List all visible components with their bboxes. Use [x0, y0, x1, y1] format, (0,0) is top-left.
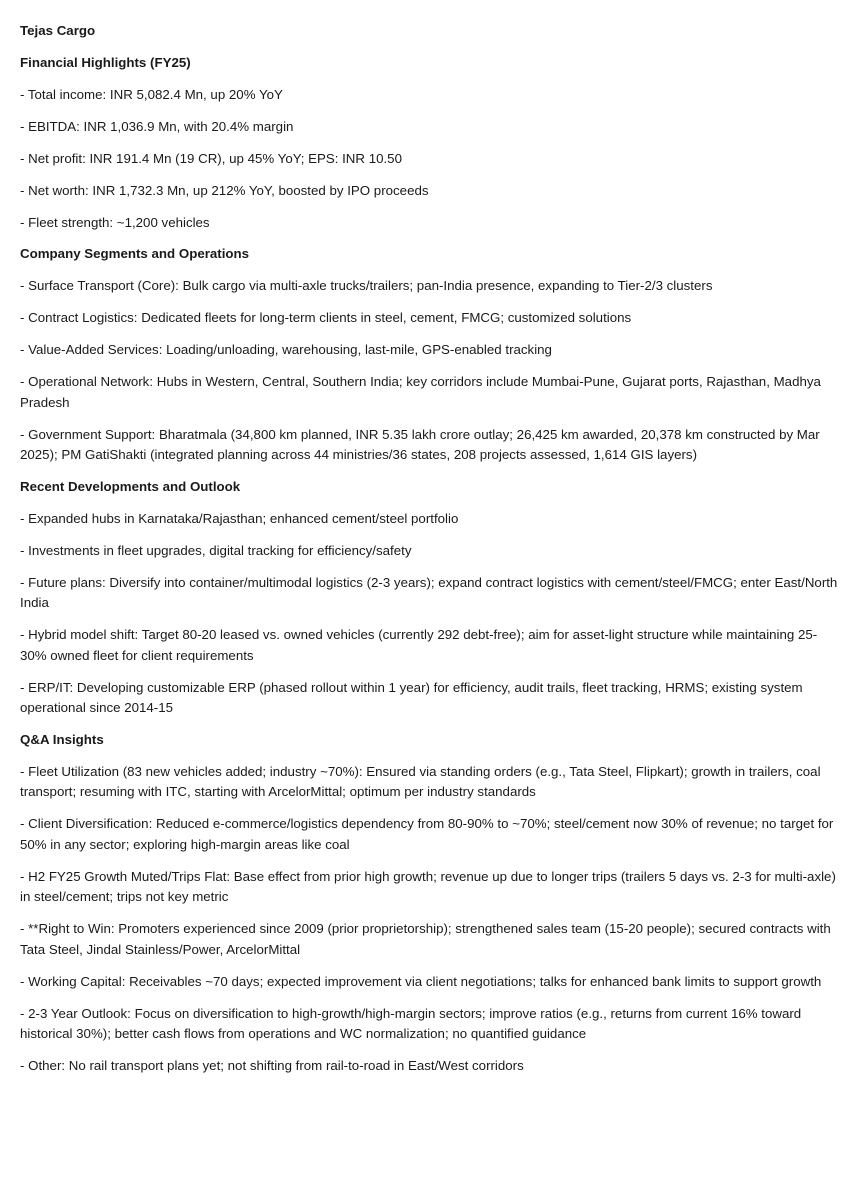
list-item: - Operational Network: Hubs in Western, Central, Southern India; key corridors include Mumbai-Pune, Gujarat ports, Rajasthan, Madhya Pradesh: [20, 374, 821, 410]
list-item: - Working Capital: Receivables ~70 days; expected improvement via client negotiations; talks for enhanced bank limits to support growth: [20, 973, 822, 989]
list-item: - Fleet Utilization (83 new vehicles added; industry ~70%): Ensured via standing orders (e.g., Tata Steel, Flipkart); growth in trailers, coal transport; resuming with ITC, starting with ArcelorMittal; optimum per industry standards: [20, 763, 821, 799]
section-heading: Recent Developments and Outlook: [20, 478, 241, 494]
document-page: [20, 0, 840, 1077]
list-item: - **Right to Win: Promoters experienced since 2009 (prior proprietorship); strengthened sales team (15-20 people); secured contracts with Tata Steel, Jindal Stainless/Power, ArcelorMittal: [20, 921, 831, 957]
list-item: - 2-3 Year Outlook: Focus on diversification to high-growth/high-margin sectors; improve ratios (e.g., returns from current 16% toward historical 30%); better cash flows from operations and WC normalization; no quantified guidance: [20, 1005, 802, 1041]
list-item: - Fleet strength: ~1,200 vehicles: [20, 214, 210, 230]
list-item: - Government Support: Bharatmala (34,800 km planned, INR 5.35 lakh crore outlay; 26,425 km awarded, 20,378 km constructed by Mar 2025); PM GatiShakti (integrated planning across 44 ministries/36 states, 208 projects assessed, 1,614 GIS layers): [20, 426, 820, 462]
list-item: - Surface Transport (Core): Bulk cargo via multi-axle trucks/trailers; pan-India presence, expanding to Tier-2/3 clusters: [20, 278, 713, 293]
list-item: - Other: No rail transport plans yet; not shifting from rail-to-road in East/West corridors: [20, 1058, 524, 1073]
section-heading: Q&A Insights: [20, 731, 104, 747]
list-item: - H2 FY25 Growth Muted/Trips Flat: Base effect from prior high growth; revenue up due to longer trips (trailers 5 days vs. 2-3 for multi-axle) in steel/cement; trips not key metric: [20, 868, 836, 904]
section-heading: Financial Highlights (FY25): [20, 54, 191, 70]
list-item: - Hybrid model shift: Target 80-20 leased vs. owned vehicles (currently 292 debt-free); aim for asset-light structure while maintaining 25-30% owned fleet for client requirements: [20, 627, 818, 663]
list-item: - Client Diversification: Reduced e-commerce/logistics dependency from 80-90% to ~70%; steel/cement now 30% of revenue; no target for 50% in any sector; exploring high-margin areas like coal: [20, 816, 834, 852]
document-title: Tejas Cargo: [20, 23, 96, 38]
section-company-segments: [20, 244, 840, 466]
list-item: - Net worth: INR 1,732.3 Mn, up 212% YoY, boosted by IPO proceeds: [20, 182, 429, 198]
list-item: - Investments in fleet upgrades, digital tracking for efficiency/safety: [20, 542, 412, 558]
list-item: - EBITDA: INR 1,036.9 Mn, with 20.4% margin: [20, 118, 294, 134]
list-item: - Total income: INR 5,082.4 Mn, up 20% YoY: [20, 86, 283, 102]
section-financial-highlights: [20, 53, 840, 234]
section-heading: Company Segments and Operations: [20, 246, 250, 261]
list-item: - Net profit: INR 191.4 Mn (19 CR), up 45% YoY; EPS: INR 10.50: [20, 150, 402, 166]
list-item: - ERP/IT: Developing customizable ERP (phased rollout within 1 year) for efficiency, audit trails, fleet tracking, HRMS; existing system operational since 2014-15: [20, 679, 803, 715]
list-item: - Expanded hubs in Karnataka/Rajasthan; enhanced cement/steel portfolio: [20, 510, 459, 526]
section-qa-insights: [20, 730, 840, 1077]
section-recent-developments: [20, 477, 840, 719]
list-item: - Value-Added Services: Loading/unloading, warehousing, last-mile, GPS-enabled tracking: [20, 342, 552, 357]
list-item: - Contract Logistics: Dedicated fleets for long-term clients in steel, cement, FMCG; customized solutions: [20, 310, 632, 325]
list-item: - Future plans: Diversify into container/multimodal logistics (2-3 years); expand contract logistics with cement/steel/FMCG; enter East/North India: [20, 574, 838, 610]
